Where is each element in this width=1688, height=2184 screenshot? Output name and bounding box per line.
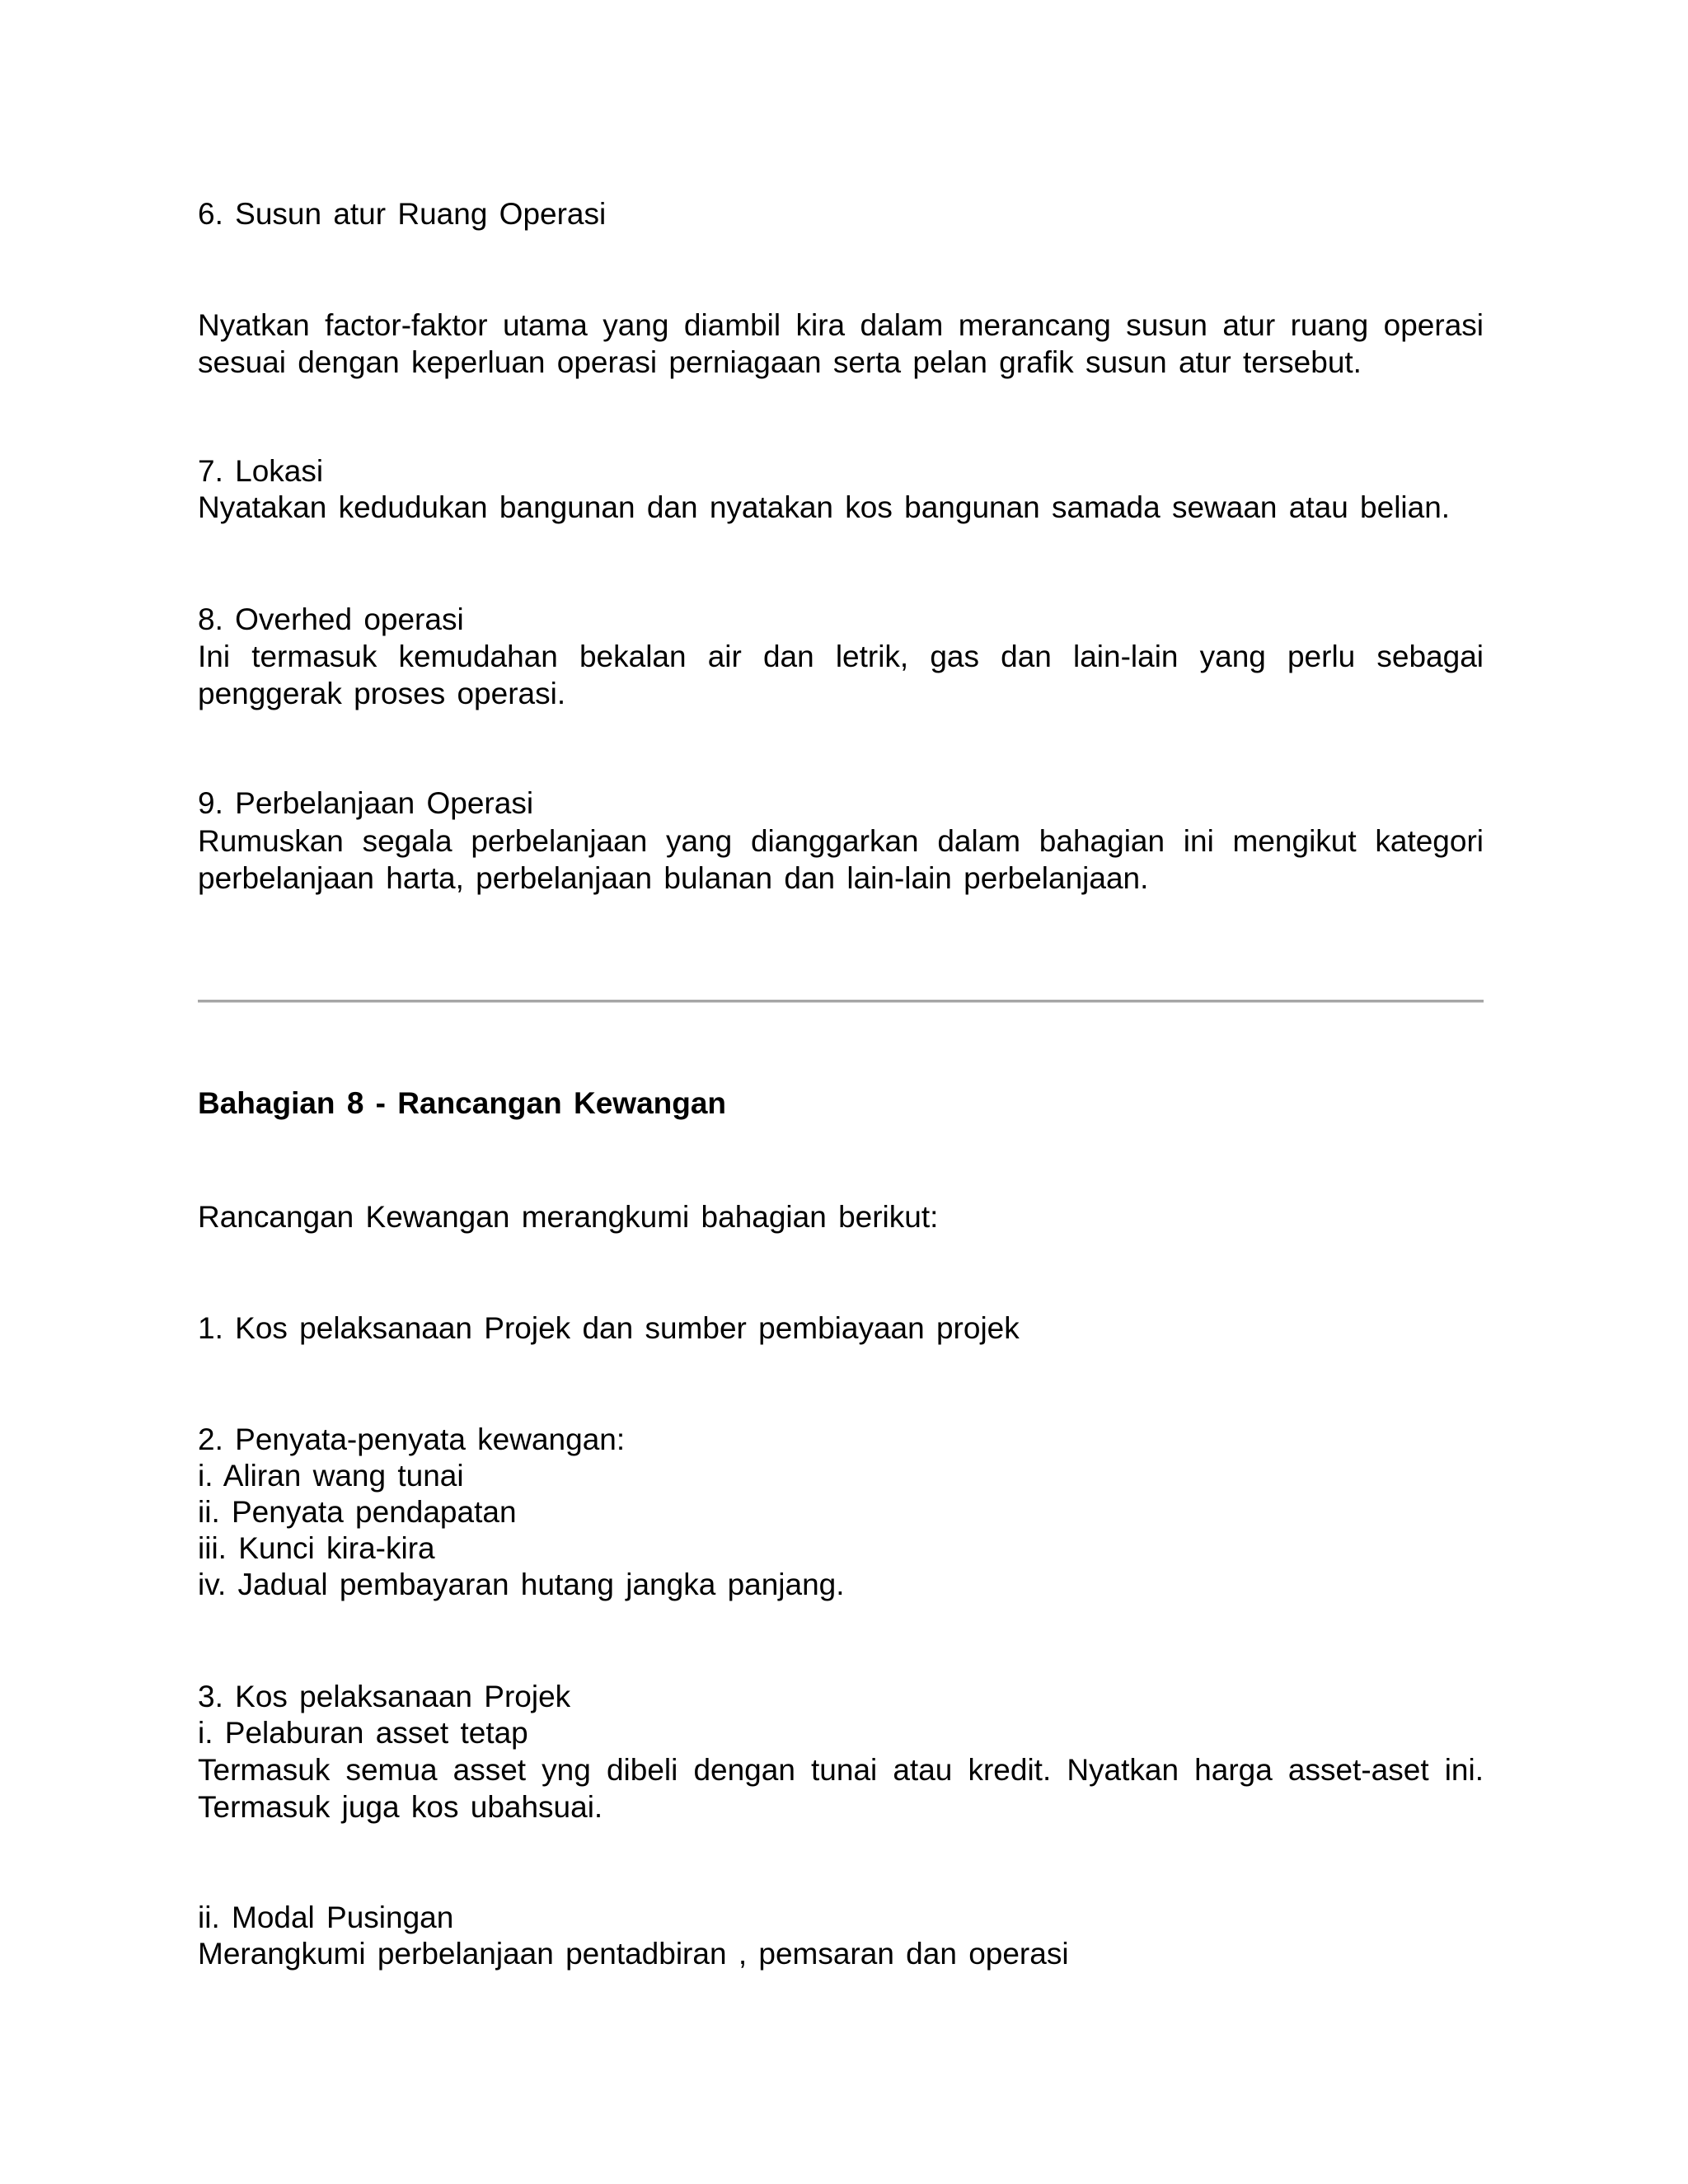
finance-item2-sub: i. Aliran wang tunai [198, 1459, 464, 1493]
finance-item2-sub: ii. Penyata pendapatan [198, 1495, 517, 1529]
finance-item1: 1. Kos pelaksanaan Projek dan sumber pembiayaan projek [198, 1311, 1020, 1345]
finance-item3-sub1-body: Termasuk semua asset yng dibeli dengan tunai atau kredit. Nyatkan harga asset-aset ini. Termasuk juga kos ubahsuai. [198, 1753, 1484, 1824]
item6-body: Nyatkan factor-faktor utama yang diambil kira dalam merancang susun atur ruang operasi sesuai dengan keperluan operasi perniagaan serta pelan grafik susun atur tersebut. [198, 308, 1484, 379]
item7-body: Nyatakan kedudukan bangunan dan nyatakan kos bangunan samada sewaan atau belian. [198, 490, 1451, 524]
item6-title: 6. Susun atur Ruang Operasi [198, 197, 607, 231]
section-heading: Bahagian 8 - Rancangan Kewangan [198, 1086, 727, 1120]
item8-title: 8. Overhed operasi [198, 602, 464, 636]
item9-title: 9. Perbelanjaan Operasi [198, 786, 534, 820]
finance-item2-sub: iv. Jadual pembayaran hutang jangka panjang. [198, 1568, 845, 1601]
item9-body: Rumuskan segala perbelanjaan yang dianggarkan dalam bahagian ini mengikut kategori perbelanjaan harta, perbelanjaan bulanan dan lain-lain perbelanjaan. [198, 824, 1484, 895]
finance-item2-sub: iii. Kunci kira-kira [198, 1531, 435, 1565]
finance-intro: Rancangan Kewangan merangkumi bahagian berikut: [198, 1200, 939, 1234]
finance-item3-sub1-title: i. Pelaburan asset tetap [198, 1716, 528, 1750]
item7-title: 7. Lokasi [198, 454, 324, 488]
finance-item3-sub2-body: Merangkumi perbelanjaan pentadbiran , pemsaran dan operasi [198, 1937, 1069, 1971]
finance-item3-sub2-title: ii. Modal Pusingan [198, 1900, 454, 1934]
finance-item2-title: 2. Penyata-penyata kewangan: [198, 1422, 626, 1456]
item8-body: Ini termasuk kemudahan bekalan air dan letrik, gas dan lain-lain yang perlu sebagai penggerak proses operasi. [198, 640, 1484, 710]
finance-item3-title: 3. Kos pelaksanaan Projek [198, 1680, 571, 1713]
horizontal-divider [198, 1000, 1484, 1003]
